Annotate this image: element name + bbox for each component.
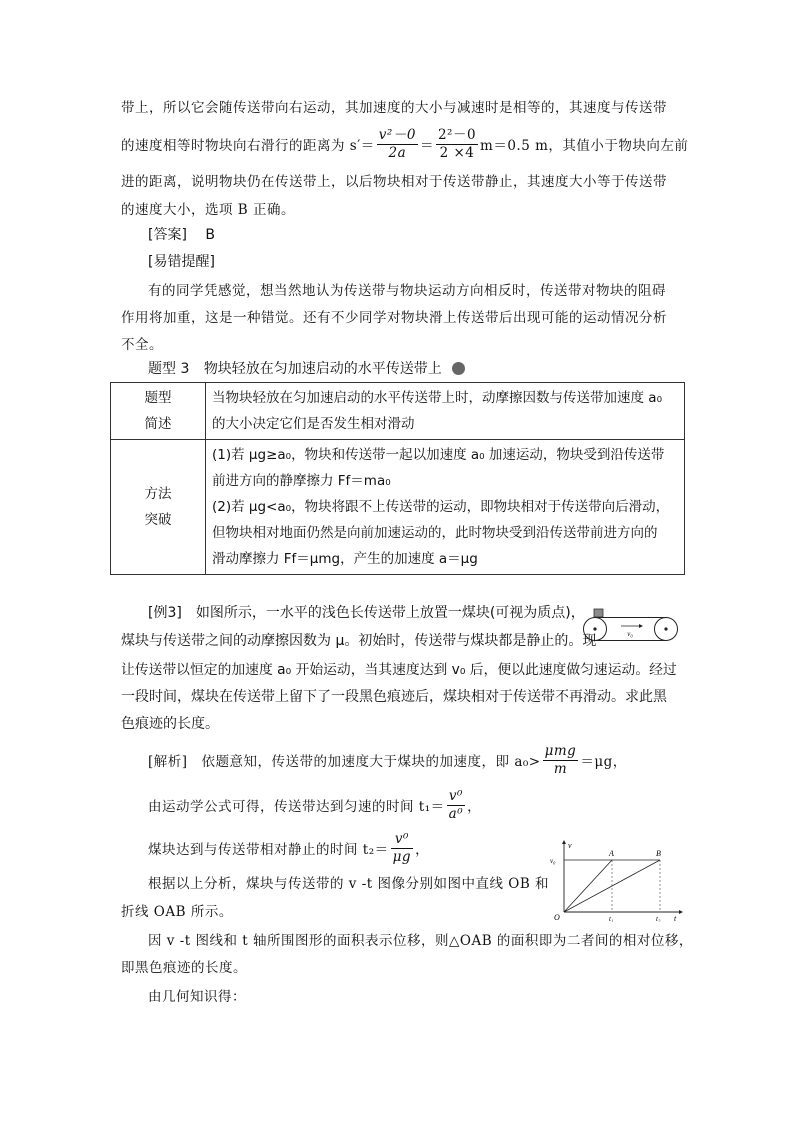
cell-line: 但物块相对地面仍然是向前加速运动的，此时物块受到沿传送带前进方向的 — [212, 525, 658, 541]
circle-icon — [452, 362, 465, 375]
left-axle — [593, 627, 596, 630]
fraction — [436, 127, 478, 162]
section-heading — [148, 358, 465, 378]
solution-line: 折线 OAB 所示。 — [121, 904, 233, 920]
equals-sign: ＝ — [419, 138, 434, 154]
example-line: [例3] 如图所示，一水平的浅色长传送带上放置一煤块(可视为质点)， — [148, 605, 585, 621]
table-cell — [206, 440, 685, 575]
paragraph-line: 进的距离，说明物块仍在传送带上，以后物块相对于传送带静止，其速度大小等于传送带 — [121, 174, 667, 190]
example-line: 色痕迹的长度。 — [121, 716, 219, 732]
solution-line: 由几何知识得： — [148, 989, 246, 1005]
answer-value: B — [205, 227, 215, 243]
answer-label: [答案] — [148, 227, 187, 243]
formula-text: 由运动学公式可得，传送带达到匀速的时间 t₁＝ — [148, 799, 445, 815]
fraction — [447, 788, 465, 823]
solution-line-formula — [148, 829, 429, 867]
t2-label: t₂ — [656, 915, 661, 922]
t1-label: t₁ — [609, 915, 614, 922]
vt-graph — [548, 838, 684, 922]
formula-text: 的速度相等时物块向右滑行的距离为 s′＝ — [121, 138, 375, 154]
solution-line: 根据以上分析，煤块与传送带的 v -t 图像分别如图中直线 OB 和 — [148, 876, 550, 892]
tip-line: 有的同学凭感觉，想当然地认为传送带与物块运动方向相反时，传送带对物块的阻碍 — [148, 283, 666, 299]
fraction-numerator: v⁰ — [447, 788, 465, 806]
formula-text: m＝0.5 m，其值小于物块向左前 — [480, 138, 689, 154]
line-oa — [564, 860, 612, 912]
point-a-label: A — [609, 849, 614, 858]
formula-text: 煤块达到与传送带相对静止的时间 t₂＝ — [148, 842, 389, 858]
solution-line: 因 v -t 图线和 t 轴所围图形的面积表示位移，则△OAB 的面积即为二者间的相对位移， — [148, 933, 693, 949]
v-axis-arrow-icon — [562, 840, 566, 844]
header-text: 突破 — [144, 512, 172, 528]
cell-line: 前进方向的静摩擦力 Ff＝ma₀ — [212, 473, 391, 489]
example-line: 煤块与传送带之间的动摩擦因数为 μ。初始时，传送带与煤块都是静止的。现 — [121, 633, 597, 649]
cell-line: (2)若 μg<a₀，物块将跟不上传送带的运动，即物块相对于传送带向后滑动， — [212, 499, 670, 515]
t-axis-arrow-icon — [679, 910, 683, 914]
example-line: 一段时间，煤块在传送带上留下了一段黑色痕迹后，煤块相对于传送带不再滑动。求此黑 — [121, 689, 667, 705]
example-line: 让传送带以恒定的加速度 a₀ 开始运动，当其速度达到 v₀ 后，便以此速度做匀速运动。经过 — [121, 662, 677, 678]
conveyor-belt-figure — [583, 608, 679, 644]
belt-velocity-label: v₀ — [627, 630, 633, 638]
fraction — [543, 743, 579, 778]
tip-line: 不全。 — [121, 337, 163, 353]
right-axle — [664, 627, 667, 630]
header-text: 简述 — [144, 416, 172, 432]
fraction-numerator: v²－0 — [378, 126, 416, 143]
v0-label: v₀ — [550, 857, 556, 865]
formula-text: ， — [415, 842, 430, 858]
cell-line: 当物块轻放在匀加速启动的水平传送带上时，动摩擦因数与传送带加速度 a₀ — [212, 390, 662, 406]
coal-block — [594, 609, 603, 617]
cell-line: (1)若 μg≥a₀，物块和传送带一起以加速度 a₀ 加速运动，物块受到沿传送带 — [212, 447, 665, 463]
fraction-denominator: 2 ×4 — [439, 144, 475, 161]
cell-line: 的大小决定它们是否发生相对滑动 — [212, 416, 415, 432]
answer — [148, 224, 215, 244]
table-row — [111, 440, 685, 575]
paragraph-line: 带上，所以它会随传送带向右运动，其加速度的大小与减速时是相等的，其速度与传送带 — [121, 100, 667, 116]
solution-line: 即黑色痕迹的长度。 — [121, 960, 247, 976]
origin-label: O — [554, 913, 560, 922]
table-header-cell — [111, 383, 206, 440]
formula-text: [解析] 依题意知，传送带的加速度大于煤块的加速度，即 a₀> — [148, 754, 541, 770]
solution-line-formula — [148, 741, 627, 779]
paragraph-line-formula — [121, 124, 688, 164]
fraction — [391, 831, 413, 866]
tip-title: [易错提醒] — [148, 254, 215, 270]
arrow-head-icon — [639, 624, 643, 628]
table-row — [111, 383, 685, 440]
fraction-numerator: v⁰ — [391, 831, 413, 849]
table-cell — [206, 383, 685, 440]
fraction-denominator: 2a — [388, 144, 407, 161]
table-header-cell — [111, 440, 206, 575]
section-label: 题型 3 — [148, 361, 190, 377]
fraction-denominator: a⁰ — [448, 805, 464, 822]
point-b-label: B — [656, 849, 661, 858]
fraction-denominator: m — [553, 760, 568, 777]
v-axis-label: v — [568, 841, 572, 850]
solution-line-formula — [148, 786, 481, 824]
header-text: 方法 — [144, 486, 172, 502]
tip-line: 作用将加重，这是一种错觉。还有不少同学对物块滑上传送带后出现可能的运动情况分析 — [121, 310, 667, 326]
method-table — [110, 382, 685, 575]
paragraph-line: 的速度大小，选项 B 正确。 — [121, 202, 296, 218]
cell-line: 滑动摩擦力 Ff＝μmg，产生的加速度 a＝μg — [212, 551, 478, 567]
fraction-numerator: 2²－0 — [437, 126, 477, 143]
t-axis-label: t — [674, 914, 677, 922]
section-title: 物块轻放在匀加速启动的水平传送带上 — [203, 361, 442, 377]
fraction — [377, 127, 418, 162]
formula-text: ＝μg， — [580, 754, 627, 770]
fraction-denominator: μg — [392, 848, 412, 865]
fraction-numerator: μmg — [544, 742, 577, 759]
header-text: 题型 — [144, 390, 172, 406]
formula-text: ， — [467, 799, 482, 815]
